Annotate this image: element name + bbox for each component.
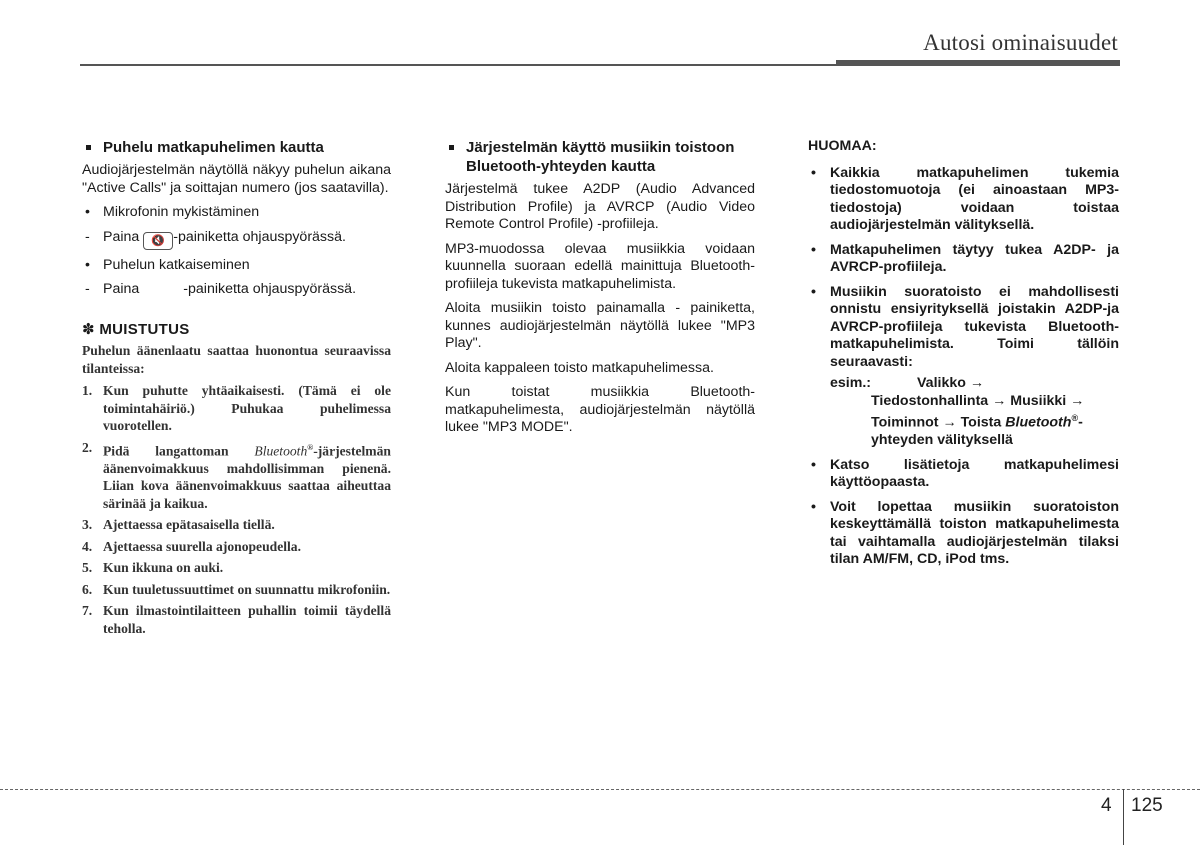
note-list-item: 2. Pidä langattoman Bluetooth®-järjestelmän äänenvoimakkuus mahdollisimman pienenä. Liian kova äänenvoimakkuus saattaa aiheuttaa särinää ja kaikua.	[82, 439, 391, 511]
paragraph-call-intro: Audiojärjestelmän näytöllä näkyy puhelun aikana "Active Calls" ja soittajan numero (jos saatavilla).	[82, 162, 391, 196]
notice-item: • Kaikkia matkapuhelimen tukemia tiedostomuotoja (ei ainoastaan MP3-tiedostoja) voidaan toistaa audiojärjestelmän välityksellä.	[811, 164, 1119, 233]
footer-separator	[1123, 789, 1124, 845]
list-item: • Mikrofonin mykistäminen	[85, 204, 260, 220]
paragraph: Järjestelmä tukee A2DP (Audio Advanced Distribution Profile) ja AVRCP (Audio Video Remote Control Profile) -profiileja.	[445, 181, 755, 232]
note-list-item: 1. Kun puhutte yhtäaikaisesti. (Tämä ei ole toimintahäiriö.) Puhukaa puhelimessa vuorotellen.	[82, 383, 391, 433]
footer-rule	[0, 789, 1200, 790]
notice-item: • Musiikin suoratoisto ei mahdollisesti onnistu ensiyrityksellä joistakin A2DP-ja AVRCP-profiileja tukevista Bluetooth-matkapuhelimista. Toimi tällöin seuraavasti:	[811, 283, 1119, 370]
section-heading-phone-call: Puhelu matkapuhelimen kautta	[82, 138, 391, 157]
note-intro: Puhelun äänenlaatu saattaa huonontua seuraavissa tilanteissa:	[82, 343, 391, 376]
note-list-item: 6. Kun tuuletussuuttimet on suunnattu mikrofoniin.	[82, 581, 391, 597]
mute-button-icon: 🔇	[143, 232, 173, 250]
note-list-item: 4. Ajettaessa suurella ajonopeudella.	[82, 538, 301, 554]
square-bullet-icon	[86, 145, 91, 150]
square-bullet-icon	[449, 145, 454, 150]
note-title: ✽ MUISTUTUS	[82, 320, 190, 338]
chapter-number: 4	[1101, 795, 1112, 816]
header-rule-accent	[836, 60, 1120, 66]
column-3	[808, 138, 1119, 576]
list-item: - Paina 🔇 -painiketta ohjauspyörässä.	[82, 229, 391, 250]
section-heading-bluetooth-music: Järjestelmän käyttö musiikin toistoon Bluetooth-yhteyden kautta	[445, 138, 755, 176]
note-list-item: 3. Ajettaessa epätasaisella tiellä.	[82, 517, 275, 533]
note-list-item: 5. Kun ikkuna on auki.	[82, 560, 224, 576]
list-item: - Paina -painiketta ohjauspyörässä.	[85, 281, 357, 297]
example-path: esim.: Valikko → Tiedostonhallinta → Musiikki → Toiminnot → Toista Bluetooth®- yhteyden välityksellä	[830, 375, 1085, 449]
column-1	[82, 138, 391, 641]
note-block	[82, 342, 391, 637]
column-2	[445, 138, 755, 444]
notice-item: • Katso lisätietoja matkapuhelimesi käyttöopaasta.	[811, 456, 1119, 491]
page-header-title: Autosi ominaisuudet	[923, 30, 1118, 55]
paragraph: MP3-muodossa olevaa musiikkia voidaan kuunnella suoraan edellä mainittuja Bluetooth-profiileja tukevista matkapuhelimista.	[445, 240, 755, 292]
paragraph: Aloita kappaleen toisto matkapuhelimessa.	[445, 359, 714, 376]
notice-item: • Matkapuhelimen täytyy tukea A2DP- ja AVRCP-profiileja.	[811, 241, 1119, 275]
paragraph: Aloita musiikin toisto painamalla - painiketta, kunnes audiojärjestelmän näytöllä lukee "MP3 Play".	[445, 300, 755, 351]
notice-item: • Voit lopettaa musiikin suoratoiston keskeyttämällä toiston matkapuhelimesta tai vaihtamalla audiojärjestelmän tilaksi tilan AM/FM, CD, iPod tms.	[811, 498, 1119, 568]
notice-title: HUOMAA:	[808, 138, 877, 154]
paragraph: Kun toistat musiikkia Bluetooth-matkapuhelimesta, audiojärjestelmän näytöllä lukee "MP3 MODE".	[445, 384, 755, 435]
page-number: 125	[1131, 795, 1163, 816]
list-item: • Puhelun katkaiseminen	[85, 256, 250, 273]
note-list-item: 7. Kun ilmastointilaitteen puhallin toimii täydellä teholla.	[82, 603, 391, 636]
